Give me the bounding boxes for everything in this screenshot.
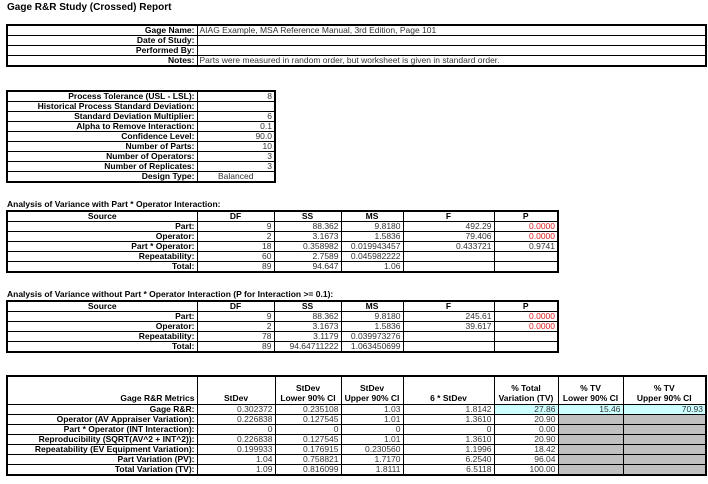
anova-with-header-row xyxy=(7,211,558,222)
param-label: Number of Parts: xyxy=(7,142,197,152)
stdev-cell: 0 xyxy=(197,424,275,434)
table-row xyxy=(7,404,706,414)
notes-value[interactable]: Parts were measured in random order, but worksheet is given in standard order. xyxy=(197,56,706,67)
pct-tv-upper-cell xyxy=(623,464,706,475)
source-cell: Total: xyxy=(7,342,197,353)
col-ms: MS xyxy=(341,301,403,312)
lower-cell: 0 xyxy=(275,424,341,434)
header-line: Upper 90% CI xyxy=(636,392,692,403)
header-line: Variation (TV) xyxy=(498,392,554,403)
df-cell: 89 xyxy=(197,342,274,353)
lower-cell: 0.176915 xyxy=(275,444,341,454)
pct-tv-cell: 27.86 xyxy=(494,404,558,414)
pct-tv-upper-cell xyxy=(623,444,706,454)
param-label: Standard Deviation Multiplier: xyxy=(7,112,197,122)
f-cell: 492.29 xyxy=(403,222,494,232)
pct-tv-lower-cell xyxy=(558,434,623,444)
ss-cell: 94.64711222 xyxy=(274,342,341,353)
lower-cell: 0.816099 xyxy=(275,464,341,475)
f-cell xyxy=(403,252,494,262)
col-f: F xyxy=(403,301,494,312)
table-row xyxy=(7,414,706,424)
ss-cell: 94.647 xyxy=(274,262,341,273)
param-label: Historical Process Standard Deviation: xyxy=(7,102,197,112)
col-pct-tv-upper xyxy=(623,376,706,404)
table-row xyxy=(7,454,706,464)
param-value[interactable]: 3 xyxy=(197,162,275,172)
pct-tv-lower-cell: 15.46 xyxy=(558,404,623,414)
p-cell: 0.0000 xyxy=(494,322,558,332)
param-row xyxy=(7,142,275,152)
header-line: StDev xyxy=(359,382,385,393)
metric-label: Reproducibility (SQRT(AV^2 + INT^2)): xyxy=(7,434,197,444)
p-cell xyxy=(494,262,558,273)
pct-tv-lower-cell xyxy=(558,454,623,464)
col-f: F xyxy=(403,211,494,222)
pct-tv-cell: 96.04 xyxy=(494,454,558,464)
df-cell: 2 xyxy=(197,232,274,242)
ss-cell: 88.362 xyxy=(274,222,341,232)
metric-label: Gage R&R: xyxy=(7,404,197,414)
source-cell: Operator: xyxy=(7,232,197,242)
table-row xyxy=(7,332,558,342)
table-row xyxy=(7,262,558,273)
metric-label: Part * Operator (INT Interaction): xyxy=(7,424,197,434)
pct-tv-upper-cell: 70.93 xyxy=(623,404,706,414)
param-label: Process Tolerance (USL - LSL): xyxy=(7,91,197,102)
stdev-cell: 0.226838 xyxy=(197,414,275,424)
header-line: % Total xyxy=(511,382,541,393)
performed-by-label: Performed By: xyxy=(7,46,197,56)
six-stdev-cell: 0 xyxy=(403,424,494,434)
header-row-notes xyxy=(7,56,706,67)
param-value[interactable] xyxy=(197,102,275,112)
df-cell: 2 xyxy=(197,322,274,332)
pct-tv-lower-cell xyxy=(558,464,623,475)
pct-tv-lower-cell xyxy=(558,424,623,434)
param-row xyxy=(7,132,275,142)
anova-without-header-row xyxy=(7,301,558,312)
ms-cell: 0.039973276 xyxy=(341,332,403,342)
table-row xyxy=(7,444,706,454)
anova-without-table xyxy=(6,300,559,353)
df-cell: 78 xyxy=(197,332,274,342)
f-cell xyxy=(403,262,494,273)
col-p: P xyxy=(494,301,558,312)
source-cell: Part: xyxy=(7,312,197,322)
col-p: P xyxy=(494,211,558,222)
ss-cell: 3.1673 xyxy=(274,322,341,332)
source-cell: Part: xyxy=(7,222,197,232)
param-value[interactable]: 0.1 xyxy=(197,122,275,132)
header-row-performed-by xyxy=(7,46,706,56)
col-six-stdev: 6 * StDev xyxy=(403,376,494,404)
df-cell: 9 xyxy=(197,312,274,322)
df-cell: 18 xyxy=(197,242,274,252)
ss-cell: 3.1673 xyxy=(274,232,341,242)
col-ms: MS xyxy=(341,211,403,222)
stdev-cell: 1.09 xyxy=(197,464,275,475)
p-cell: 0.0000 xyxy=(494,312,558,322)
source-cell: Part * Operator: xyxy=(7,242,197,252)
gage-rr-metrics-table xyxy=(6,375,707,476)
six-stdev-cell: 1.3610 xyxy=(403,414,494,424)
param-row xyxy=(7,102,275,112)
pct-tv-upper-cell xyxy=(623,414,706,424)
header-row-date xyxy=(7,36,706,46)
f-cell xyxy=(403,332,494,342)
table-row xyxy=(7,312,558,322)
gage-name-label: Gage Name: xyxy=(7,25,197,36)
notes-label: Notes: xyxy=(7,56,197,67)
ss-cell: 3.1179 xyxy=(274,332,341,342)
ms-cell: 1.063450699 xyxy=(341,342,403,353)
df-cell: 60 xyxy=(197,252,274,262)
date-of-study-value[interactable] xyxy=(197,36,706,46)
param-label: Number of Replicates: xyxy=(7,162,197,172)
table-row xyxy=(7,222,558,232)
header-line: Lower 90% CI xyxy=(562,392,619,403)
header-line: % TV xyxy=(580,382,601,393)
col-df: DF xyxy=(197,301,274,312)
pct-tv-lower-cell xyxy=(558,444,623,454)
parameters-table xyxy=(6,90,276,183)
col-pct-tv-lower xyxy=(558,376,623,404)
ms-cell: 1.5836 xyxy=(341,232,403,242)
p-cell xyxy=(494,342,558,353)
f-cell: 39.617 xyxy=(403,322,494,332)
gage-name-value[interactable]: AIAG Example, MSA Reference Manual, 3rd Edition, Page 101 xyxy=(197,25,706,36)
lower-cell: 0.758821 xyxy=(275,454,341,464)
lower-cell: 0.127545 xyxy=(275,414,341,424)
upper-cell: 1.03 xyxy=(341,404,403,414)
ms-cell: 9.8180 xyxy=(341,222,403,232)
param-row xyxy=(7,122,275,132)
stdev-cell: 1.04 xyxy=(197,454,275,464)
ms-cell: 0.019943457 xyxy=(341,242,403,252)
param-row xyxy=(7,172,275,183)
table-row xyxy=(7,252,558,262)
ms-cell: 1.06 xyxy=(341,262,403,273)
f-cell: 79.406 xyxy=(403,232,494,242)
param-row xyxy=(7,162,275,172)
param-value[interactable]: 6 xyxy=(197,112,275,122)
pct-tv-cell: 100.00 xyxy=(494,464,558,475)
ss-cell: 2.7589 xyxy=(274,252,341,262)
col-metric-label: Gage R&R Metrics xyxy=(7,376,197,404)
metric-label: Total Variation (TV): xyxy=(7,464,197,475)
lower-cell: 0.235108 xyxy=(275,404,341,414)
param-row xyxy=(7,91,275,102)
table-row xyxy=(7,232,558,242)
ms-cell: 0.045982222 xyxy=(341,252,403,262)
pct-tv-upper-cell xyxy=(623,434,706,444)
anova-with-table xyxy=(6,210,559,273)
table-row xyxy=(7,242,558,252)
param-value[interactable]: 90.0 xyxy=(197,132,275,142)
col-df: DF xyxy=(197,211,274,222)
f-cell xyxy=(403,342,494,353)
upper-cell: 0 xyxy=(341,424,403,434)
p-cell xyxy=(494,252,558,262)
col-ss: SS xyxy=(274,301,341,312)
param-value[interactable]: 8 xyxy=(197,91,275,102)
param-label: Confidence Level: xyxy=(7,132,197,142)
date-of-study-label: Date of Study: xyxy=(7,36,197,46)
upper-cell: 1.8111 xyxy=(341,464,403,475)
metric-label: Operator (AV Appraiser Variation): xyxy=(7,414,197,424)
six-stdev-cell: 1.8142 xyxy=(403,404,494,414)
ms-cell: 9.8180 xyxy=(341,312,403,322)
six-stdev-cell: 6.2540 xyxy=(403,454,494,464)
anova-with-title: Analysis of Variance with Part * Operator Interaction: xyxy=(7,199,221,209)
report-title: Gage R&R Study (Crossed) Report xyxy=(7,2,172,13)
lower-cell: 0.127545 xyxy=(275,434,341,444)
source-cell: Repeatability: xyxy=(7,332,197,342)
df-cell: 9 xyxy=(197,222,274,232)
header-line: Lower 90% CI xyxy=(280,392,336,403)
param-value[interactable]: 10 xyxy=(197,142,275,152)
header-line: StDev xyxy=(295,382,321,393)
pct-tv-cell: 20.90 xyxy=(494,434,558,444)
col-pct-tv xyxy=(494,376,558,404)
pct-tv-cell: 0.00 xyxy=(494,424,558,434)
six-stdev-cell: 1.1996 xyxy=(403,444,494,454)
param-label: Alpha to Remove Interaction: xyxy=(7,122,197,132)
metric-label: Repeatability (EV Equipment Variation): xyxy=(7,444,197,454)
pct-tv-cell: 20.90 xyxy=(494,414,558,424)
source-cell: Repeatability: xyxy=(7,252,197,262)
upper-cell: 1.01 xyxy=(341,434,403,444)
header-line: % TV xyxy=(653,382,675,393)
ss-cell: 0.358982 xyxy=(274,242,341,252)
param-label: Design Type: xyxy=(7,172,197,183)
ms-cell: 1.5836 xyxy=(341,322,403,332)
pct-tv-upper-cell xyxy=(623,454,706,464)
pct-tv-upper-cell xyxy=(623,424,706,434)
param-row xyxy=(7,112,275,122)
anova-without-title: Analysis of Variance without Part * Operator Interaction (P for Interaction >= 0.1): xyxy=(7,289,334,299)
header-info-table xyxy=(6,24,707,67)
stdev-cell: 0.226838 xyxy=(197,434,275,444)
param-value[interactable]: Balanced xyxy=(197,172,275,183)
ss-cell: 88.362 xyxy=(274,312,341,322)
metrics-header-row xyxy=(7,376,706,404)
upper-cell: 1.01 xyxy=(341,414,403,424)
source-cell: Total: xyxy=(7,262,197,273)
pct-tv-cell: 18.42 xyxy=(494,444,558,454)
table-row xyxy=(7,322,558,332)
table-row xyxy=(7,434,706,444)
col-source: Source xyxy=(7,211,197,222)
p-cell xyxy=(494,332,558,342)
source-cell: Operator: xyxy=(7,322,197,332)
p-cell: 0.0000 xyxy=(494,222,558,232)
upper-cell: 1.7170 xyxy=(341,454,403,464)
six-stdev-cell: 1.3610 xyxy=(403,434,494,444)
header-row-gage-name xyxy=(7,25,706,36)
p-cell: 0.9741 xyxy=(494,242,558,252)
col-source: Source xyxy=(7,301,197,312)
stdev-cell: 0.302372 xyxy=(197,404,275,414)
col-ss: SS xyxy=(274,211,341,222)
col-stdev-upper xyxy=(341,376,403,404)
performed-by-value[interactable] xyxy=(197,46,706,56)
table-row xyxy=(7,424,706,434)
upper-cell: 0.230560 xyxy=(341,444,403,454)
table-row xyxy=(7,342,558,353)
six-stdev-cell: 6.5118 xyxy=(403,464,494,475)
pct-tv-lower-cell xyxy=(558,414,623,424)
header-line: Upper 90% CI xyxy=(344,392,400,403)
param-label: Number of Operators: xyxy=(7,152,197,162)
col-stdev: StDev xyxy=(197,376,275,404)
col-stdev-lower xyxy=(275,376,341,404)
param-row xyxy=(7,152,275,162)
metric-label: Part Variation (PV): xyxy=(7,454,197,464)
stdev-cell: 0.199933 xyxy=(197,444,275,454)
f-cell: 0.433721 xyxy=(403,242,494,252)
param-value[interactable]: 3 xyxy=(197,152,275,162)
p-cell: 0.0000 xyxy=(494,232,558,242)
f-cell: 245.61 xyxy=(403,312,494,322)
table-row xyxy=(7,464,706,475)
df-cell: 89 xyxy=(197,262,274,273)
